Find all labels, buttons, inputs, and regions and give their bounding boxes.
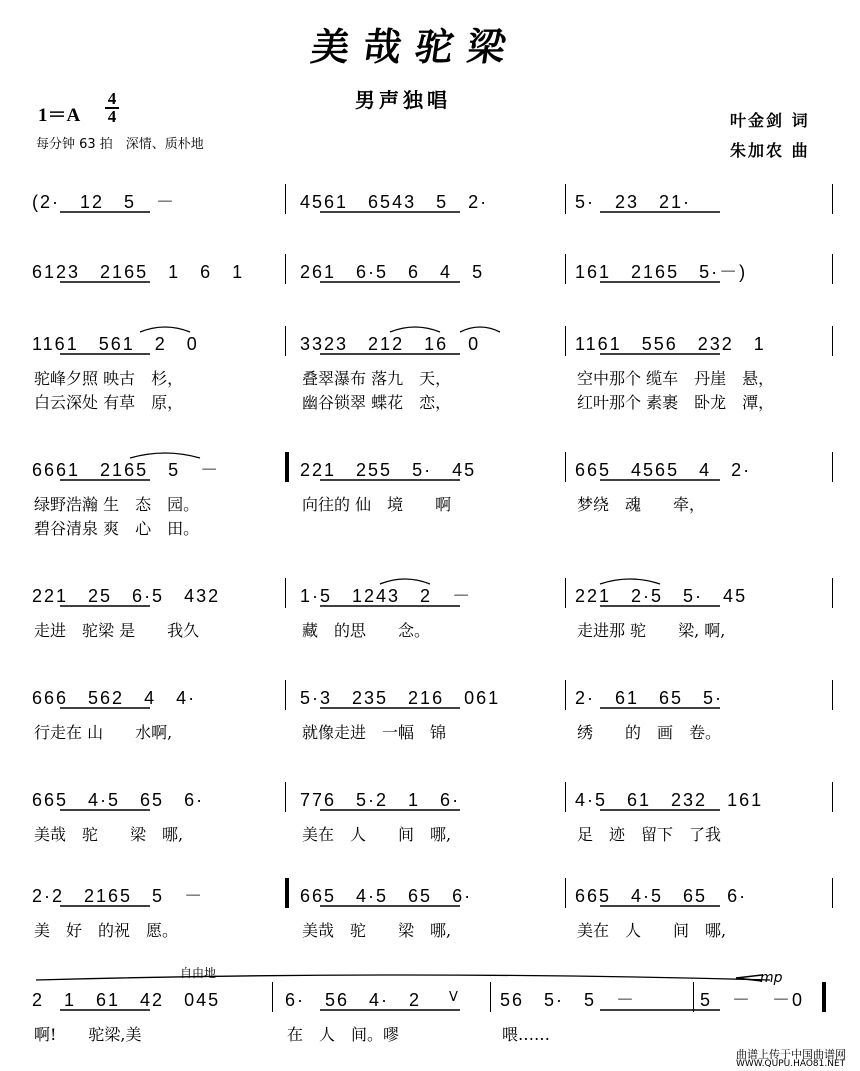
bar-line: [565, 680, 566, 710]
bar-line: [565, 782, 566, 812]
breath-mark: V: [449, 990, 458, 1005]
measure-notes: 666 562 4 4·: [32, 688, 197, 708]
measure-notes: 1161 561 2 0: [32, 334, 199, 354]
lyric-text: 绿野浩瀚 生 态 园。: [34, 495, 200, 514]
slur-arc: [36, 975, 770, 980]
lyric-text: 红叶那个 素裹 卧龙 潭，: [577, 393, 775, 412]
measure-notes: 5 － －0: [700, 990, 805, 1010]
composer-credit: 朱加农 曲: [730, 141, 810, 160]
measure-notes: 2 1 61 42 045: [32, 990, 221, 1010]
lyric-text: 美哉 驼 梁 哪,: [34, 825, 184, 844]
measure-notes: 665 4565 4 2·: [575, 460, 752, 480]
measure-notes: 665 4·5 65 6·: [300, 886, 473, 906]
bar-line: [285, 254, 286, 284]
measure-notes: 776 5·2 1 6·: [300, 790, 461, 810]
bar-line: [565, 254, 566, 284]
bar-line: [490, 982, 491, 1012]
bar-line: [272, 982, 273, 1012]
measure-notes: 161 2165 5·－): [575, 262, 748, 282]
measure-notes: 261 6·5 6 4 5: [300, 262, 485, 282]
measure-notes: 5· 23 21·: [575, 192, 692, 212]
bar-line: [285, 782, 286, 812]
bar-line: [832, 326, 833, 356]
measure-notes: 3323 212 16 0: [300, 334, 481, 354]
lyric-text: 在 人 间。嘐: [287, 1025, 400, 1044]
measure-notes: 6123 2165 1 6 1: [32, 262, 245, 282]
bar-line: [832, 680, 833, 710]
measure-notes: 221 25 6·5 432: [32, 586, 221, 606]
lyric-text: 足 迹 留下 了我: [577, 825, 722, 844]
lyric-text: 驼峰夕照 映古 杉，: [34, 369, 184, 388]
lyric-text: 美哉 驼 梁 哪,: [302, 921, 452, 940]
measure-notes: 4561 6543 5 2·: [300, 192, 489, 212]
bar-line: [832, 452, 833, 482]
bar-line: [565, 452, 566, 482]
measure-notes: 6· 56 4· 2: [285, 990, 422, 1010]
beam-underline: [736, 975, 762, 978]
measure-notes: 2·2 2165 5 －: [32, 886, 205, 906]
lyric-text: 空中那个 缆车 丹崖 悬，: [577, 369, 775, 388]
bar-line: [832, 878, 833, 908]
lyric-text: 叠翠瀑布 落九 天，: [302, 369, 452, 388]
bar-line: [285, 326, 286, 356]
lyric-text: 走进 驼梁 是 我久: [34, 621, 200, 640]
bar-line: [693, 982, 694, 1012]
watermark-text: 曲谱上传于中国曲谱网: [736, 1048, 846, 1061]
lyric-text: 走进那 驼 梁, 啊,: [577, 621, 726, 640]
lyric-text: 幽谷锁翠 蝶花 恋，: [302, 393, 452, 412]
song-title: 美哉驼梁: [308, 24, 523, 69]
measure-notes: 665 4·5 65 6·: [575, 886, 748, 906]
free-time-mark: 自由地: [180, 966, 217, 980]
lyric-text: 行走在 山 水啊,: [34, 723, 173, 742]
bar-line: [285, 452, 289, 482]
lyric-text: 绣 的 画 卷。: [577, 723, 722, 742]
measure-notes: 221 255 5· 45: [300, 460, 477, 480]
bar-line: [285, 680, 286, 710]
measure-notes: 221 2·5 5· 45: [575, 586, 748, 606]
bar-line: [565, 326, 566, 356]
lyric-text: 藏 的思 念。: [302, 621, 431, 640]
bar-line: [832, 184, 833, 214]
dynamic-mark: mp: [760, 970, 783, 986]
measure-notes: 1161 556 232 1: [575, 334, 766, 354]
watermark-url: WWW.QUPU.HAO81.NET: [736, 1059, 846, 1069]
measure-notes: 2· 61 65 5·: [575, 688, 724, 708]
lyricist-credit: 叶金剑 词: [730, 111, 810, 130]
bar-line: [822, 982, 826, 1012]
time-signature-bottom: 4: [107, 107, 117, 126]
bar-line: [565, 878, 566, 908]
measure-notes: 5·3 235 216 061: [300, 688, 501, 708]
lyric-text: 美在 人 间 哪,: [302, 825, 452, 844]
measure-notes: 56 5· 5 －: [500, 990, 637, 1010]
bar-line: [285, 184, 286, 214]
key-signature: 1＝A: [38, 105, 81, 126]
bar-line: [832, 578, 833, 608]
measure-notes: (2· 12 5 －: [32, 192, 177, 212]
tempo-marking: 每分钟 63 拍 深情、质朴地: [36, 137, 204, 152]
lyric-text: 喂……: [502, 1025, 551, 1044]
lyric-text: 就像走进 一幅 锦: [302, 723, 447, 742]
measure-notes: 1·5 1243 2 －: [300, 586, 473, 606]
lyric-text: 向往的 仙 境 啊: [302, 495, 452, 514]
lyric-text: 美在 人 间 哪,: [577, 921, 727, 940]
bar-line: [285, 878, 289, 908]
measure-notes: 4·5 61 232 161: [575, 790, 764, 810]
measure-notes: 6661 2165 5 －: [32, 460, 221, 480]
time-signature: [105, 91, 119, 125]
lyric-text: 梦绕 魂 牵，: [577, 495, 706, 514]
lyric-text: 啊! 驼梁,美: [34, 1025, 142, 1044]
lyric-text: 白云深处 有草 原，: [34, 393, 184, 412]
lyric-text: 美 好 的祝 愿。: [34, 921, 179, 940]
bar-line: [285, 578, 286, 608]
bar-line: [565, 578, 566, 608]
song-subtitle: 男声独唱: [355, 88, 451, 112]
bar-line: [832, 254, 833, 284]
measure-notes: 665 4·5 65 6·: [32, 790, 205, 810]
time-signature-top: 4: [107, 89, 117, 108]
bar-line: [565, 184, 566, 214]
lyric-text: 碧谷清泉 爽 心 田。: [34, 519, 200, 538]
bar-line: [832, 782, 833, 812]
